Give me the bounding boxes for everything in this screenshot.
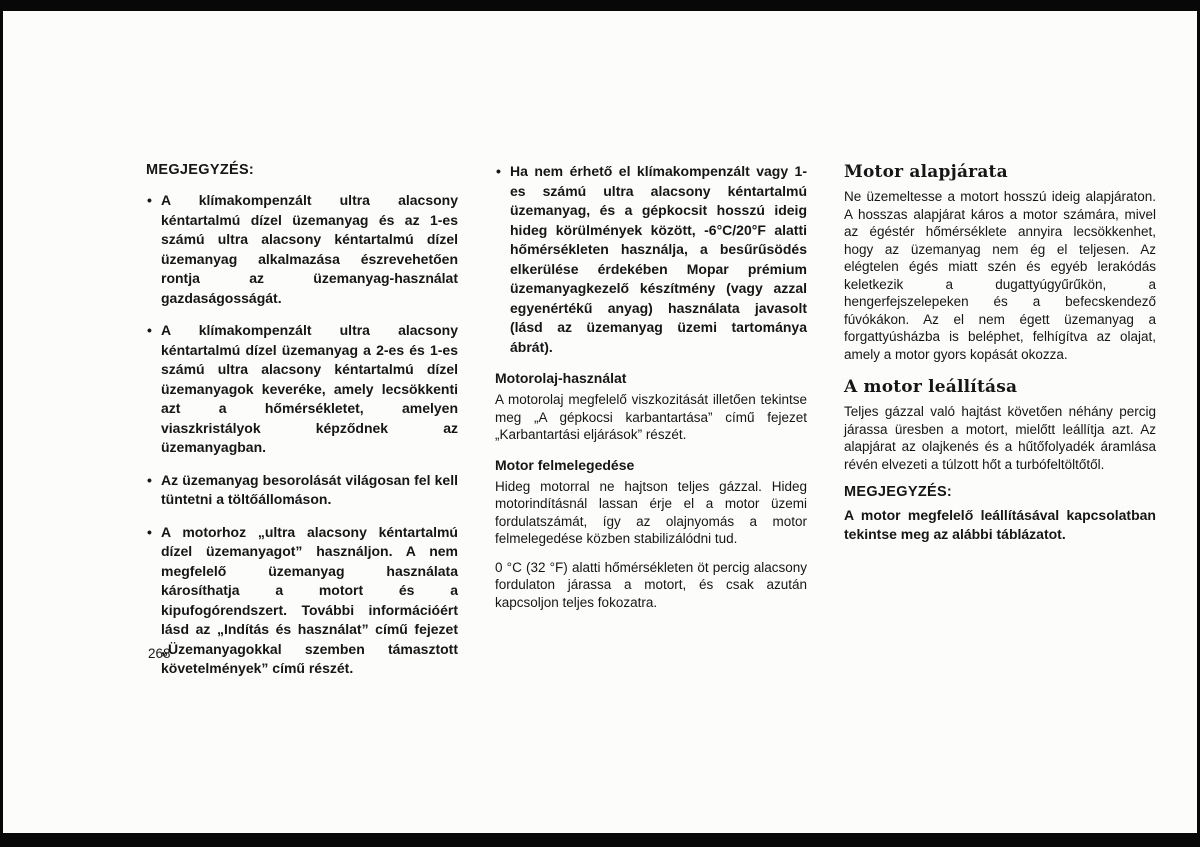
section-heading-motorolaj-hasznalat: Motorolaj-használat	[495, 370, 627, 386]
column-middle	[495, 162, 807, 692]
section-heading-a-motor-leallitasa: A motor leállítása	[844, 377, 1018, 397]
page-content	[146, 162, 1156, 692]
paragraph: Hideg motorral ne hajtson teljes gázzal. Hideg motorindításnál lassan érje el a motor üzemi fordulatszámát, így az olajnyomás a motor felmelegedése közben stabilizálódni tud.	[495, 478, 807, 546]
note-heading: MEGJEGYZÉS:	[146, 162, 255, 178]
section-heading-motor-alapjarata: Motor alapjárata	[844, 162, 1008, 182]
page-border-left	[0, 0, 3, 847]
bullet-item: • Ha nem érhető el klímakompenzált vagy 1-es számú ultra alacsony kéntartalmú üzemanyag, és a gépkocsit hosszú ideig hideg körülmények között, -6°C/20°F alatti hőmérsékleten használja, a besűrűsödés elkerülése érdekében Mopar prémium üzemanyagkezelő készítmény (vagy azzal egyenértékű anyag) használata javasolt (lásd az üzemanyag üzemi tartománya ábrát).	[495, 162, 807, 357]
paragraph: A motorolaj megfelelő viszkozitását illetően tekintse meg „A gépkocsi karbantartása” című fejezet „Karbantartási eljárások” részét.	[495, 392, 807, 442]
section-heading-motor-felmelegedese: Motor felmelegedése	[495, 456, 635, 473]
paragraph: Teljes gázzal való hajtást követően néhány percig járassa üresben a motort, mielőtt leállítja azt. Az alapjárat az olajkenés és a hűtőfolyadék áramlása révén elvezeti a túlzott hőt a turbófeltöltőtől.	[844, 404, 1156, 472]
paragraph: Ne üzemeltesse a motort hosszú ideig alapjáraton. A hosszas alapjárat káros a motor számára, mivel az égéstér hőmérséklete annyira lecsökkenhet, hogy az üzemanyag nem ég el teljesen. Az elégtelen égés miatt szén és egyéb lerakódás keletkezik a dugattyúgyűrűkön, a hengerfejszelepeken és a befecskendező fúvókákon. Az el nem égett üzemanyag a forgattyúsházba is beléphet, felhígítva az olajat, amely a motor gyors kopását okozza.	[844, 189, 1156, 362]
bullet-item: • A motorhoz „ultra alacsony kéntartalmú dízel üzemanyagot” használjon. A nem megfelelő üzemanyag használata károsíthatja a motort és a kipufogórendszert. További információért lásd az „Indítás és használat” című fejezet „Üzemanyagokkal szemben támasztott követelmények” című részét.	[146, 523, 458, 679]
note-text: A motor megfelelő leállításával kapcsolatban tekintse meg az alábbi táblázatot.	[844, 507, 1156, 542]
note-heading: MEGJEGYZÉS:	[844, 484, 953, 500]
page-border-bottom	[0, 833, 1200, 847]
column-right	[844, 162, 1156, 692]
paragraph: 0 °C (32 °F) alatti hőmérsékleten öt percig alacsony fordulaton járassa a motort, és csak azután kapcsoljon teljes fokozatra.	[495, 559, 807, 610]
bullet-item: • A klímakompenzált ultra alacsony kéntartalmú dízel üzemanyag és az 1-es számú ultra alacsony kéntartalmú dízel üzemanyag alkalmazása észrevehetően rontja az üzemanyag-használat gazdaságosságát.	[146, 191, 458, 308]
page-border-top	[0, 0, 1200, 11]
column-left	[146, 162, 458, 692]
bullet-item: • A klímakompenzált ultra alacsony kéntartalmú dízel üzemanyag a 2-es és 1-es számú ultra alacsony kéntartalmú dízel üzemanyagok keveréke, amely lecsökkenti azt a hőmérsékletet, amelyen viaszkristályok képződnek az üzemanyagban.	[146, 321, 458, 458]
bullet-item: • Az üzemanyag besorolását világosan fel kell tüntetni a töltőállomáson.	[146, 471, 458, 510]
page-number: 268	[148, 646, 171, 661]
